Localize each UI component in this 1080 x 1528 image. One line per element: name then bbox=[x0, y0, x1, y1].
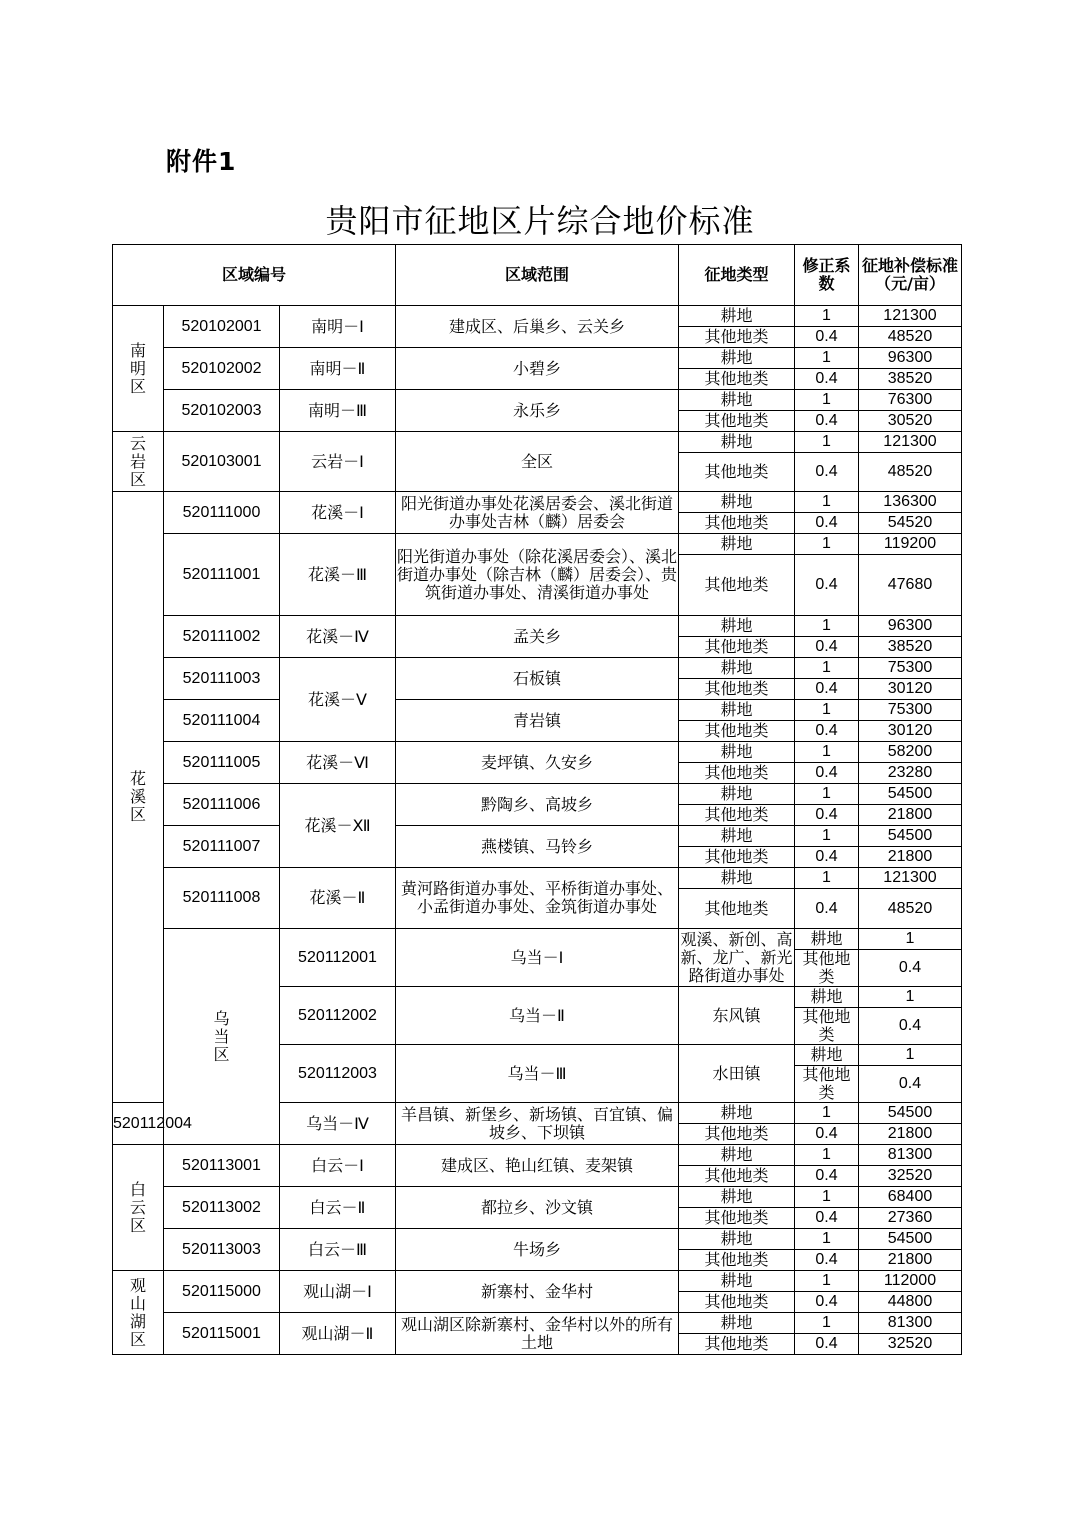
district-name bbox=[113, 492, 164, 1103]
district-name bbox=[113, 1145, 164, 1271]
land-type-cultivated: 耕地 bbox=[679, 1103, 795, 1124]
zone-code: 520112003 bbox=[280, 1045, 396, 1103]
table-row bbox=[113, 390, 962, 411]
zone-name: 乌当－Ⅰ bbox=[396, 929, 679, 987]
coefficient-cultivated: 1 bbox=[795, 1271, 859, 1292]
price-other: 48520 bbox=[859, 889, 962, 929]
coefficient-cultivated: 1 bbox=[795, 742, 859, 763]
price-cultivated: 136300 bbox=[859, 492, 962, 513]
zone-name: 白云－Ⅱ bbox=[280, 1187, 396, 1229]
zone-range: 黔陶乡、高坡乡 bbox=[396, 784, 679, 826]
coefficient-other: 0.4 bbox=[795, 889, 859, 929]
zone-name: 观山湖－Ⅰ bbox=[280, 1271, 396, 1313]
district-label: 白云区 bbox=[129, 1179, 146, 1235]
zone-code: 520111007 bbox=[164, 826, 280, 868]
table-row bbox=[113, 616, 962, 637]
zone-name: 云岩－Ⅰ bbox=[280, 432, 396, 492]
price-cultivated: 81300 bbox=[859, 1145, 962, 1166]
district-label: 观山湖区 bbox=[129, 1275, 146, 1349]
zone-name: 乌当－Ⅳ bbox=[280, 1103, 396, 1145]
price-other: 30120 bbox=[859, 679, 962, 700]
land-type-other: 其他地类 bbox=[679, 679, 795, 700]
price-cultivated: 54500 bbox=[859, 784, 962, 805]
table-row bbox=[113, 492, 962, 513]
district-label: 云岩区 bbox=[129, 433, 146, 489]
zone-code: 520111000 bbox=[164, 492, 280, 534]
header-coefficient: 修正系数 bbox=[795, 245, 859, 306]
zone-range: 观山湖区除新寨村、金华村以外的所有土地 bbox=[396, 1313, 679, 1355]
zone-name: 花溪－Ⅲ bbox=[280, 534, 396, 616]
district-label: 花溪区 bbox=[129, 769, 146, 824]
coefficient-other: 0.4 bbox=[795, 411, 859, 432]
zone-range: 石板镇 bbox=[396, 658, 679, 700]
land-type-cultivated: 耕地 bbox=[679, 700, 795, 721]
price-cultivated: 96300 bbox=[859, 616, 962, 637]
land-type-other: 其他地类 bbox=[679, 453, 795, 492]
coefficient-other: 0.4 bbox=[795, 1166, 859, 1187]
coefficient-cultivated: 1 bbox=[795, 784, 859, 805]
zone-name: 白云－Ⅰ bbox=[280, 1145, 396, 1187]
zone-range: 都拉乡、沙文镇 bbox=[396, 1187, 679, 1229]
price-cultivated: 54500 bbox=[859, 1103, 962, 1124]
coefficient-cultivated: 1 bbox=[859, 1045, 962, 1066]
district-name bbox=[113, 1271, 164, 1355]
land-price-table bbox=[112, 244, 962, 1355]
coefficient-cultivated: 1 bbox=[795, 390, 859, 411]
zone-code: 520111002 bbox=[164, 616, 280, 658]
header-land-type: 征地类型 bbox=[679, 245, 795, 306]
zone-name: 花溪－Ⅰ bbox=[280, 492, 396, 534]
zone-code: 520111003 bbox=[164, 658, 280, 700]
table-row bbox=[113, 700, 962, 721]
land-type-other: 其他地类 bbox=[679, 637, 795, 658]
zone-name: 南明－Ⅲ bbox=[280, 390, 396, 432]
zone-range: 全区 bbox=[396, 432, 679, 492]
price-other: 47680 bbox=[859, 555, 962, 616]
land-type-cultivated: 耕地 bbox=[679, 1313, 795, 1334]
attachment-label: 附件1 bbox=[166, 147, 237, 176]
land-type-other: 其他地类 bbox=[679, 1292, 795, 1313]
price-cultivated: 81300 bbox=[859, 1313, 962, 1334]
land-type-cultivated: 耕地 bbox=[679, 1271, 795, 1292]
price-cultivated: 75300 bbox=[859, 700, 962, 721]
zone-name: 观山湖－Ⅱ bbox=[280, 1313, 396, 1355]
land-type-cultivated: 耕地 bbox=[679, 826, 795, 847]
header-zone-code: 区域编号 bbox=[113, 245, 396, 306]
zone-name: 乌当－Ⅲ bbox=[396, 1045, 679, 1103]
land-type-cultivated: 耕地 bbox=[679, 348, 795, 369]
header-zone-range: 区域范围 bbox=[396, 245, 679, 306]
price-cultivated: 58200 bbox=[859, 742, 962, 763]
coefficient-cultivated: 1 bbox=[859, 929, 962, 950]
zone-name: 花溪－Ⅳ bbox=[280, 616, 396, 658]
coefficient-cultivated: 1 bbox=[795, 432, 859, 453]
table-row bbox=[113, 784, 962, 805]
coefficient-cultivated: 1 bbox=[795, 700, 859, 721]
coefficient-cultivated: 1 bbox=[795, 1145, 859, 1166]
coefficient-other: 0.4 bbox=[795, 847, 859, 868]
zone-code: 520102002 bbox=[164, 348, 280, 390]
zone-name: 花溪－Ⅱ bbox=[280, 868, 396, 929]
price-other: 32520 bbox=[859, 1166, 962, 1187]
table-row bbox=[113, 868, 962, 889]
table-row bbox=[113, 658, 962, 679]
price-cultivated: 121300 bbox=[859, 306, 962, 327]
zone-name: 花溪－Ⅴ bbox=[280, 658, 396, 742]
zone-range: 观溪、新创、高新、龙广、新光路街道办事处 bbox=[680, 929, 793, 985]
price-other: 38520 bbox=[859, 637, 962, 658]
coefficient-other: 0.4 bbox=[795, 453, 859, 492]
coefficient-other: 0.4 bbox=[795, 1124, 859, 1145]
land-type-cultivated: 耕地 bbox=[679, 784, 795, 805]
coefficient-cultivated: 1 bbox=[795, 1229, 859, 1250]
table-row bbox=[113, 742, 962, 763]
table-row bbox=[113, 1145, 962, 1166]
land-type-other: 其他地类 bbox=[679, 555, 795, 616]
zone-range: 新寨村、金华村 bbox=[396, 1271, 679, 1313]
header-row bbox=[113, 245, 962, 306]
land-type-other: 其他地类 bbox=[679, 369, 795, 390]
zone-range: 建成区、艳山红镇、麦架镇 bbox=[396, 1145, 679, 1187]
price-other: 21800 bbox=[859, 805, 962, 826]
zone-name: 南明－Ⅰ bbox=[280, 306, 396, 348]
header-standard: 征地补偿标准（元/亩） bbox=[859, 245, 962, 306]
price-other: 38520 bbox=[859, 369, 962, 390]
coefficient-other: 0.4 bbox=[859, 1066, 962, 1103]
table-row bbox=[113, 306, 962, 327]
table-row bbox=[113, 1271, 962, 1292]
price-cultivated: 119200 bbox=[859, 534, 962, 555]
district-label: 南明区 bbox=[129, 340, 146, 396]
zone-range: 阳光街道办事处（除花溪居委会）、溪北街道办事处（除吉林（麟）居委会）、贵筑街道办事处、清溪街道办事处 bbox=[396, 534, 679, 616]
coefficient-other: 0.4 bbox=[795, 555, 859, 616]
zone-range: 燕楼镇、马铃乡 bbox=[396, 826, 679, 868]
district-label: 乌当区 bbox=[213, 1008, 230, 1064]
zone-code: 520112004 bbox=[113, 1103, 164, 1145]
land-type-other: 其他地类 bbox=[679, 805, 795, 826]
zone-code: 520111004 bbox=[164, 700, 280, 742]
coefficient-other: 0.4 bbox=[795, 1334, 859, 1355]
price-cultivated: 54500 bbox=[859, 1229, 962, 1250]
zone-name: 花溪－Ⅵ bbox=[280, 742, 396, 784]
land-type-cultivated: 耕地 bbox=[679, 868, 795, 889]
zone-range: 青岩镇 bbox=[396, 700, 679, 742]
land-type-cultivated: 耕地 bbox=[679, 658, 795, 679]
zone-range: 麦坪镇、久安乡 bbox=[396, 742, 679, 784]
zone-name: 南明－Ⅱ bbox=[280, 348, 396, 390]
coefficient-cultivated: 1 bbox=[795, 492, 859, 513]
price-cultivated: 112000 bbox=[859, 1271, 962, 1292]
coefficient-other: 0.4 bbox=[795, 513, 859, 534]
land-type-cultivated: 耕地 bbox=[679, 1229, 795, 1250]
coefficient-other: 0.4 bbox=[795, 369, 859, 390]
zone-range: 永乐乡 bbox=[396, 390, 679, 432]
coefficient-other: 0.4 bbox=[795, 679, 859, 700]
coefficient-other: 0.4 bbox=[795, 763, 859, 784]
zone-code: 520111008 bbox=[164, 868, 280, 929]
zone-range: 东风镇 bbox=[679, 987, 795, 1045]
coefficient-cultivated: 1 bbox=[795, 826, 859, 847]
coefficient-other: 0.4 bbox=[859, 1008, 962, 1045]
land-type-cultivated: 耕地 bbox=[679, 492, 795, 513]
land-type-cultivated: 耕地 bbox=[679, 306, 795, 327]
coefficient-other: 0.4 bbox=[795, 1292, 859, 1313]
land-type-cultivated: 耕地 bbox=[795, 929, 859, 950]
coefficient-cultivated: 1 bbox=[795, 1313, 859, 1334]
land-type-other: 其他地类 bbox=[795, 1066, 859, 1103]
price-other: 32520 bbox=[859, 1334, 962, 1355]
table-row bbox=[113, 432, 962, 453]
price-cultivated: 75300 bbox=[859, 658, 962, 679]
table-row bbox=[113, 348, 962, 369]
land-type-cultivated: 耕地 bbox=[679, 1187, 795, 1208]
coefficient-cultivated: 1 bbox=[795, 658, 859, 679]
land-type-cultivated: 耕地 bbox=[679, 390, 795, 411]
land-type-other: 其他地类 bbox=[679, 327, 795, 348]
land-type-other: 其他地类 bbox=[679, 721, 795, 742]
land-type-other: 其他地类 bbox=[679, 411, 795, 432]
land-type-other: 其他地类 bbox=[795, 1008, 859, 1045]
zone-range: 阳光街道办事处花溪居委会、溪北街道办事处吉林（麟）居委会 bbox=[396, 492, 679, 534]
zone-code: 520102001 bbox=[164, 306, 280, 348]
coefficient-cultivated: 1 bbox=[795, 348, 859, 369]
zone-code: 520111006 bbox=[164, 784, 280, 826]
coefficient-other: 0.4 bbox=[795, 805, 859, 826]
coefficient-other: 0.4 bbox=[859, 950, 962, 987]
land-type-cultivated: 耕地 bbox=[679, 1145, 795, 1166]
table-row bbox=[113, 1187, 962, 1208]
price-cultivated: 54500 bbox=[859, 826, 962, 847]
land-type-cultivated: 耕地 bbox=[795, 987, 859, 1008]
price-other: 54520 bbox=[859, 513, 962, 534]
zone-range: 羊昌镇、新堡乡、新场镇、百宜镇、偏坡乡、下坝镇 bbox=[396, 1103, 679, 1145]
table-body bbox=[113, 306, 962, 1355]
land-type-other: 其他地类 bbox=[679, 763, 795, 784]
price-other: 30520 bbox=[859, 411, 962, 432]
zone-code: 520112001 bbox=[280, 929, 396, 987]
district-name bbox=[113, 432, 164, 492]
price-cultivated: 121300 bbox=[859, 432, 962, 453]
zone-name: 花溪－Ⅻ bbox=[280, 784, 396, 868]
table-row bbox=[113, 1313, 962, 1334]
land-type-other: 其他地类 bbox=[679, 1250, 795, 1271]
coefficient-other: 0.4 bbox=[795, 721, 859, 742]
zone-range: 水田镇 bbox=[679, 1045, 795, 1103]
zone-code: 520113002 bbox=[164, 1187, 280, 1229]
land-type-other: 其他地类 bbox=[795, 950, 859, 987]
price-other: 44800 bbox=[859, 1292, 962, 1313]
zone-name: 乌当－Ⅱ bbox=[396, 987, 679, 1045]
zone-code: 520112002 bbox=[280, 987, 396, 1045]
price-other: 21800 bbox=[859, 1250, 962, 1271]
zone-range: 黄河路街道办事处、平桥街道办事处、小孟街道办事处、金筑街道办事处 bbox=[396, 868, 679, 929]
land-type-cultivated: 耕地 bbox=[795, 1045, 859, 1066]
zone-code: 520113003 bbox=[164, 1229, 280, 1271]
zone-code: 520115000 bbox=[164, 1271, 280, 1313]
zone-code: 520111005 bbox=[164, 742, 280, 784]
table-row bbox=[113, 826, 962, 847]
price-other: 48520 bbox=[859, 453, 962, 492]
table-row bbox=[113, 1229, 962, 1250]
table-row bbox=[113, 929, 962, 950]
coefficient-cultivated: 1 bbox=[795, 1103, 859, 1124]
land-type-cultivated: 耕地 bbox=[679, 742, 795, 763]
coefficient-cultivated: 1 bbox=[795, 534, 859, 555]
zone-range: 牛场乡 bbox=[396, 1229, 679, 1271]
price-other: 23280 bbox=[859, 763, 962, 784]
land-type-other: 其他地类 bbox=[679, 889, 795, 929]
price-cultivated: 76300 bbox=[859, 390, 962, 411]
price-cultivated: 96300 bbox=[859, 348, 962, 369]
zone-code: 520113001 bbox=[164, 1145, 280, 1187]
zone-code: 520102003 bbox=[164, 390, 280, 432]
zone-range: 孟关乡 bbox=[396, 616, 679, 658]
coefficient-cultivated: 1 bbox=[795, 868, 859, 889]
price-cultivated: 121300 bbox=[859, 868, 962, 889]
price-other: 27360 bbox=[859, 1208, 962, 1229]
land-type-cultivated: 耕地 bbox=[679, 432, 795, 453]
price-other: 21800 bbox=[859, 1124, 962, 1145]
table-row bbox=[113, 534, 962, 555]
coefficient-other: 0.4 bbox=[795, 637, 859, 658]
land-type-other: 其他地类 bbox=[679, 1334, 795, 1355]
document-title: 贵阳市征地区片综合地价标准 bbox=[325, 202, 755, 240]
coefficient-cultivated: 1 bbox=[859, 987, 962, 1008]
coefficient-other: 0.4 bbox=[795, 327, 859, 348]
zone-range: 建成区、后巢乡、云关乡 bbox=[396, 306, 679, 348]
price-other: 21800 bbox=[859, 847, 962, 868]
zone-code: 520115001 bbox=[164, 1313, 280, 1355]
land-type-other: 其他地类 bbox=[679, 1166, 795, 1187]
zone-code: 520103001 bbox=[164, 432, 280, 492]
coefficient-cultivated: 1 bbox=[795, 306, 859, 327]
district-name bbox=[113, 306, 164, 432]
coefficient-cultivated: 1 bbox=[795, 616, 859, 637]
price-cultivated: 68400 bbox=[859, 1187, 962, 1208]
zone-code: 520111001 bbox=[164, 534, 280, 616]
district-name bbox=[164, 929, 280, 1145]
land-type-other: 其他地类 bbox=[679, 847, 795, 868]
land-type-other: 其他地类 bbox=[679, 513, 795, 534]
price-other: 48520 bbox=[859, 327, 962, 348]
land-type-cultivated: 耕地 bbox=[679, 616, 795, 637]
coefficient-other: 0.4 bbox=[795, 1208, 859, 1229]
land-type-other: 其他地类 bbox=[679, 1124, 795, 1145]
land-type-cultivated: 耕地 bbox=[679, 534, 795, 555]
coefficient-cultivated: 1 bbox=[795, 1187, 859, 1208]
zone-range: 小碧乡 bbox=[396, 348, 679, 390]
land-type-other: 其他地类 bbox=[679, 1208, 795, 1229]
price-other: 30120 bbox=[859, 721, 962, 742]
zone-name: 白云－Ⅲ bbox=[280, 1229, 396, 1271]
coefficient-other: 0.4 bbox=[795, 1250, 859, 1271]
